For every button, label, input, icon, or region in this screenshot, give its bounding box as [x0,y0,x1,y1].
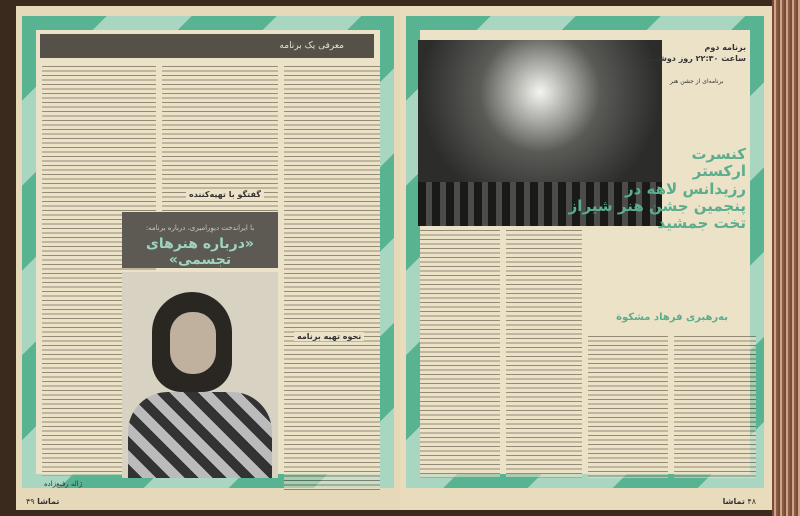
subheading: گفتگو با تهیه‌کننده [186,190,264,199]
page-edges [772,0,800,516]
portrait-photo [122,272,278,478]
feature-title-box [122,212,278,268]
right-page [400,6,772,510]
page-number: ۴۸ [747,497,756,506]
byline: به‌رهبری فرهاد مشکوة [616,312,728,323]
headline-line: تخت جمشید [657,214,746,232]
photo-credit: ژاله رفیع‌زاده [44,480,83,488]
left-page [16,6,400,510]
masthead-logo: تماشا [37,497,60,506]
program-note: برنامه‌ای از جشن هنر [670,78,724,86]
section-header: معرفی یک برنامه [40,34,374,58]
program-channel: برنامه دوم [704,43,746,52]
headline-line: کنسرت [691,145,746,163]
striped-border [406,16,764,488]
page-footer [26,497,59,506]
body-text-column [588,336,668,478]
masthead-logo: تماشا [722,497,745,506]
subheading: نحوه تهیه برنامه [294,332,364,341]
headline-line: ارکستر [692,162,746,181]
body-text-column [506,230,582,478]
program-time: ساعت ۲۲:۳۰ روز دوشنبه [647,54,746,64]
striped-border [22,16,394,488]
feature-title: «درباره هنرهای تجسمی» [146,236,254,268]
page-footer [723,497,756,506]
headline [569,146,746,232]
feature-subtitle: با ایراندخت دیوِرامیری، درباره برنامه: [145,224,255,232]
program-info [648,42,746,87]
body-text-column [284,66,380,490]
page-number: ۴۹ [26,497,35,506]
body-text-column [420,230,500,478]
headline-line: رزیدانس لاهه در [625,179,746,198]
headline-line: پنجمین جشن هنر شیراز [568,196,746,215]
body-text-column [674,336,756,478]
